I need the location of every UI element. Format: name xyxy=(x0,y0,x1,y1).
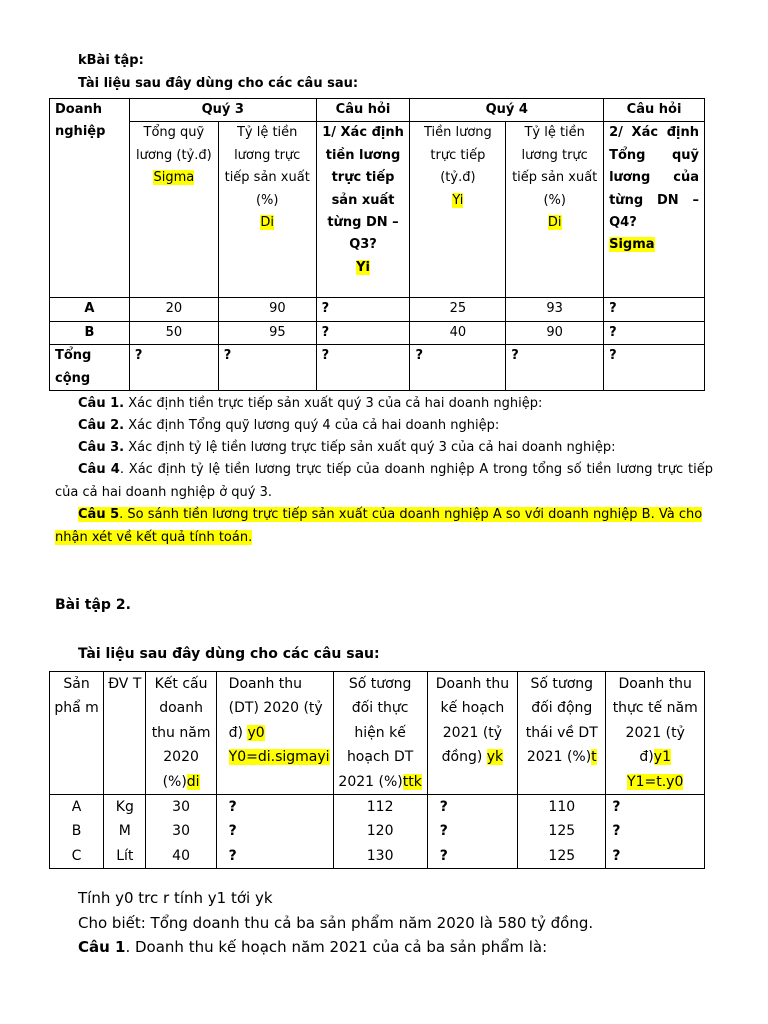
exercise2-heading: Bài tập 2. xyxy=(55,597,131,613)
header-revenue-structure: Kết cấu doanh thu năm 2020 (%)di xyxy=(146,672,216,795)
exercise2-table xyxy=(49,671,705,869)
row-name: A xyxy=(50,298,130,321)
cell: ? xyxy=(506,345,604,391)
cell: 93 xyxy=(506,298,604,321)
exercise2-question-1: Câu 1. Doanh thu kế hoạch năm 2021 của cả ba sản phẩm là: xyxy=(78,938,548,956)
tag-di-q3: Di xyxy=(260,215,274,231)
given-text: Cho biết: Tổng doanh thu cả ba sản phẩm năm 2020 là 580 tỷ đồng. xyxy=(78,914,594,932)
note-text: Tính y0 trc r tính y1 tới yk xyxy=(78,889,273,907)
cell: ? xyxy=(606,844,705,869)
table-subheader-row xyxy=(50,122,705,298)
cell: ? xyxy=(410,345,506,391)
subheader-question2-text: 2/ Xác định Tổng quỹ lương của từng DN – Q4? Sigma xyxy=(604,122,705,298)
cell-product: B xyxy=(50,819,104,843)
tag-yk: yk xyxy=(486,749,504,766)
question-1: Câu 1. Xác định tiền trực tiếp sản xuất quý 3 của cả hai doanh nghiệp: xyxy=(78,396,543,411)
table-row xyxy=(50,321,705,344)
table-header-row xyxy=(50,672,705,795)
table-total-row xyxy=(50,345,705,391)
cell: ? xyxy=(216,819,333,843)
cell: ? xyxy=(129,345,218,391)
question-3: Câu 3. Xác định tỷ lệ tiền lương trực tiếp sản xuất quý 3 của cả hai doanh nghiệp: xyxy=(78,440,616,455)
cell: ? xyxy=(606,795,705,820)
cell: ? xyxy=(216,795,333,820)
header-revenue-2020: Doanh thu (DT) 2020 (tỷ đ) y0 Y0=di.sigmayi xyxy=(216,672,333,795)
header-planned-revenue: Doanh thu kế hoạch 2021 (tỷ đồng) yk xyxy=(427,672,517,795)
exercise1-heading: kBài tập: xyxy=(78,53,144,68)
question-4: Câu 4. Xác định tỷ lệ tiền lương trực tiếp của doanh nghiệp A trong tổng số tiền lương trực tiếp của cả hai doanh nghiệp ở quý 3. xyxy=(55,462,714,500)
cell: ? xyxy=(427,819,517,843)
table-row xyxy=(50,795,705,820)
cell: 25 xyxy=(410,298,506,321)
cell: 20 xyxy=(129,298,218,321)
subheader-q4-direct-wage: Tiền lương trực tiếp (tỷ.đ) Yi xyxy=(410,122,506,298)
header-product: Sản phẩ m xyxy=(50,672,104,795)
tag-y0: y0 Y0=di.sigmayi xyxy=(228,724,330,766)
cell: ? xyxy=(316,321,410,344)
cell: 120 xyxy=(333,819,427,843)
header-question1: Câu hỏi xyxy=(316,99,410,122)
table-row xyxy=(50,298,705,321)
table-header-row xyxy=(50,99,705,122)
tag-sigma-question2: Sigma xyxy=(609,237,655,253)
cell: ? xyxy=(218,345,316,391)
header-plan-completion: Số tương đối thực hiện kế hoạch DT 2021 (%)ttk xyxy=(333,672,427,795)
cell: 90 xyxy=(506,321,604,344)
cell: 40 xyxy=(146,844,216,869)
cell: 110 xyxy=(518,795,606,820)
tag-yi-question1: Yi xyxy=(356,259,370,275)
tag-yi-q4: Yi xyxy=(452,192,464,208)
total-label: Tổng cộng xyxy=(50,345,130,391)
cell: 95 xyxy=(218,321,316,344)
cell-product: A xyxy=(50,795,104,820)
cell: 40 xyxy=(410,321,506,344)
cell: ? xyxy=(316,298,410,321)
cell: 112 xyxy=(333,795,427,820)
cell: ? xyxy=(606,819,705,843)
cell-unit: Lít xyxy=(104,844,146,869)
cell-product: C xyxy=(50,844,104,869)
table-row xyxy=(50,819,705,843)
cell: ? xyxy=(427,795,517,820)
cell: ? xyxy=(427,844,517,869)
tag-t: t xyxy=(591,749,597,766)
header-quarter3: Quý 3 xyxy=(129,99,316,122)
cell: 30 xyxy=(146,795,216,820)
cell: ? xyxy=(216,844,333,869)
cell: ? xyxy=(604,345,705,391)
cell-unit: M xyxy=(104,819,146,843)
exercise2-intro: Tài liệu sau đây dùng cho các câu sau: xyxy=(78,646,380,662)
cell: 90 xyxy=(218,298,316,321)
exercise1-table xyxy=(49,98,705,391)
cell: 125 xyxy=(518,844,606,869)
tag-sigma-q3: Sigma xyxy=(153,170,195,186)
cell: 125 xyxy=(518,819,606,843)
question-5: Câu 5. So sánh tiền lương trực tiếp sản xuất của doanh nghiệp A so với doanh nghiệp B. Và cho nhận xét về kết quả tính toán. xyxy=(55,507,703,545)
header-actual-revenue: Doanh thu thực tế năm 2021 (tỷ đ)y1 Y1=t.y0 xyxy=(606,672,705,795)
table-row xyxy=(50,844,705,869)
cell: 30 xyxy=(146,819,216,843)
tag-y1: y1 Y1=t.y0 xyxy=(627,749,684,790)
cell: ? xyxy=(604,298,705,321)
subheader-q4-ratio: Tỷ lệ tiền lương trực tiếp sản xuất (%) Di xyxy=(506,122,604,298)
header-quarter4: Quý 4 xyxy=(410,99,604,122)
question-2: Câu 2. Xác định Tổng quỹ lương quý 4 của cả hai doanh nghiệp: xyxy=(78,418,500,433)
header-dynamic-ratio: Số tương đối động thái về DT 2021 (%)t xyxy=(518,672,606,795)
tag-di-q4: Di xyxy=(547,215,562,231)
row-name: B xyxy=(50,321,130,344)
cell: 50 xyxy=(129,321,218,344)
header-question2: Câu hỏi xyxy=(604,99,705,122)
cell: 130 xyxy=(333,844,427,869)
subheader-q3-total-wage: Tổng quỹ lương (tỷ.đ) Sigma xyxy=(129,122,218,298)
cell: ? xyxy=(604,321,705,344)
cell: ? xyxy=(316,345,410,391)
cell-unit: Kg xyxy=(104,795,146,820)
tag-di: di xyxy=(186,773,200,790)
subheader-q3-ratio: Tỷ lệ tiền lương trực tiếp sản xuất (%) Di xyxy=(218,122,316,298)
header-unit: ĐV T xyxy=(104,672,146,795)
exercise1-intro: Tài liệu sau đây dùng cho các câu sau: xyxy=(78,76,359,91)
header-enterprise: Doanh nghiệp xyxy=(50,99,130,298)
subheader-question1-text: 1/ Xác định tiền lương trực tiếp sản xuất từng DN – Q3? Yi xyxy=(316,122,410,298)
tag-ttk: ttk xyxy=(402,773,422,790)
